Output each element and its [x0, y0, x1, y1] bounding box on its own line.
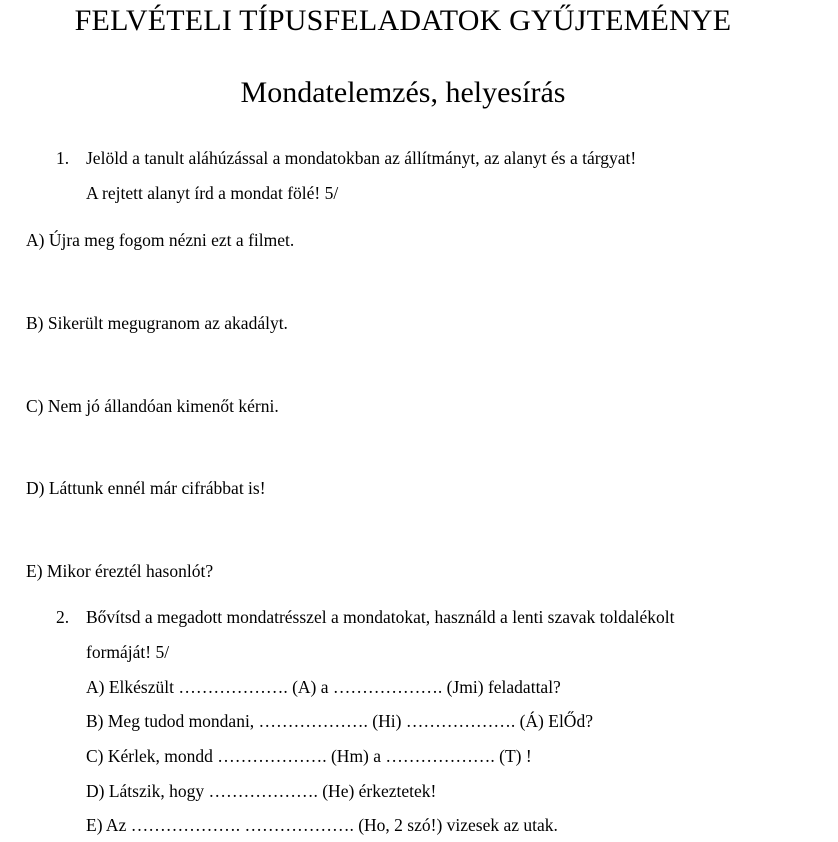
task-2-item-e: E) Az ………………. ………………. (Ho, 2 szó!) vizesek az utak.: [86, 815, 558, 835]
task-1-sentence-c: C) Nem jó állandóan kimenőt kérni.: [26, 396, 279, 416]
task-1-instruction-line2: A rejtett alanyt írd a mondat fölé! 5/: [86, 183, 339, 203]
task-1-sentence-e: E) Mikor éreztél hasonlót?: [26, 561, 214, 581]
task-2-item-b: B) Meg tudod mondani, ………………. (Hi) ………………. (Á) ElŐd?: [86, 711, 593, 731]
task-1-number: 1.: [56, 148, 70, 168]
task-2-item-d: D) Látszik, hogy ………………. (He) érkeztetek!: [86, 781, 437, 801]
task-2-instruction-line2: formáját! 5/: [86, 642, 170, 662]
task-2-item-c: C) Kérlek, mondd ………………. (Hm) a ………………. (T) !: [86, 746, 532, 766]
document-subtitle: Mondatelemzés, helyesírás: [240, 76, 566, 109]
task-2-item-a: A) Elkészült ………………. (A) a ………………. (Jmi) feladattal?: [86, 677, 561, 697]
document-title: FELVÉTELI TÍPUSFELADATOK GYŰJTEMÉNYE: [74, 4, 732, 37]
task-2-number: 2.: [56, 607, 70, 627]
task-1-sentence-a: A) Újra meg fogom nézni ezt a filmet.: [26, 230, 295, 250]
task-2-instruction-line1: Bővítsd a megadott mondatrésszel a mondatokat, használd a lenti szavak toldalékolt: [86, 607, 675, 627]
task-1-instruction-line1: Jelöld a tanult aláhúzással a mondatokban az állítmányt, az alanyt és a tárgyat!: [86, 148, 637, 168]
task-1-sentence-d: D) Láttunk ennél már cifrábbat is!: [26, 478, 266, 498]
task-1-sentence-b: B) Sikerült megugranom az akadályt.: [26, 313, 288, 333]
